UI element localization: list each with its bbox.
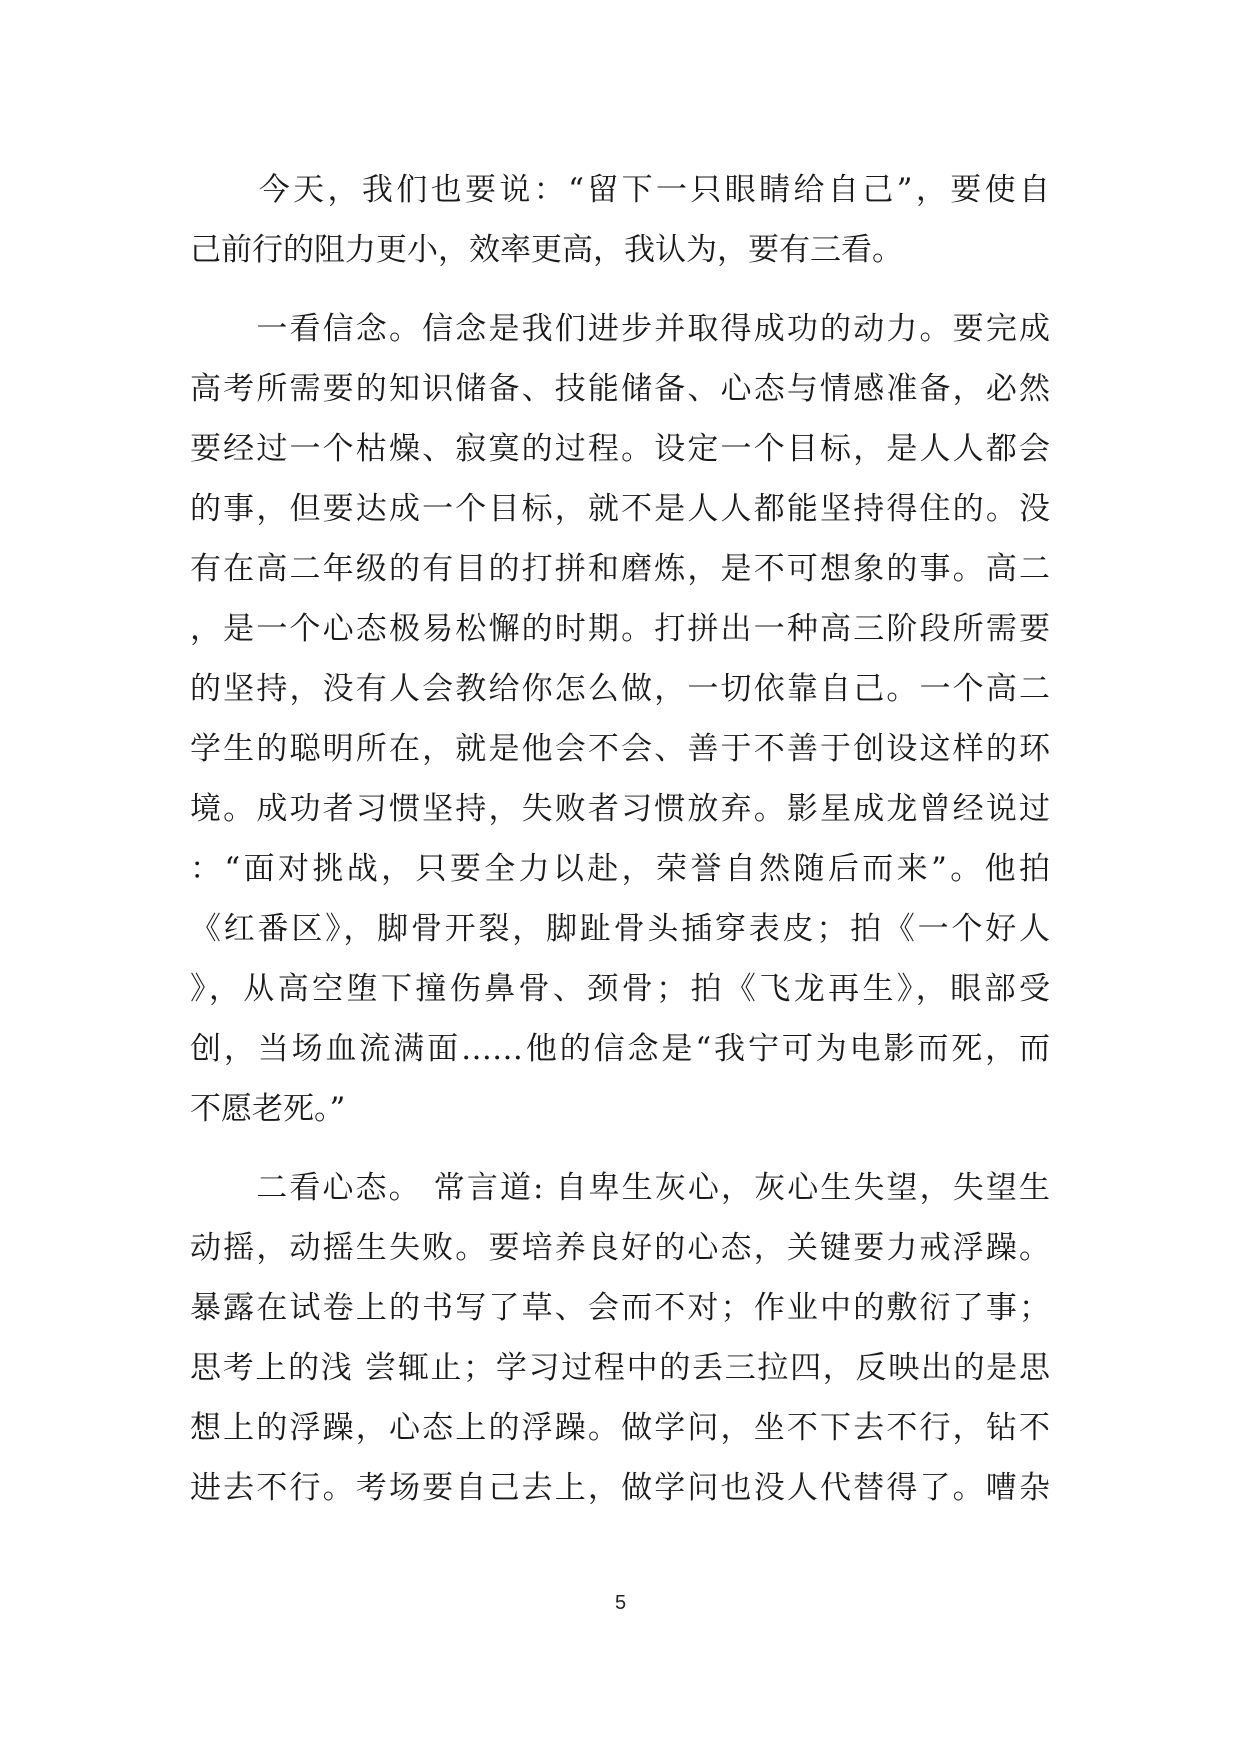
- text-line: 》，从高空堕下撞伤鼻骨、颈骨；拍《飞龙再生》，眼部受: [190, 971, 1050, 1007]
- paragraph-belief: [190, 299, 1050, 1139]
- text-line: 今天，我们也要说：“留下一只眼睛给自己”，要使自: [190, 172, 1050, 208]
- text-line: 创，当场血流满面……他的信念是“我宁可为电影而死，而: [190, 1031, 1050, 1067]
- text-line: 学生的聪明所在，就是他会不会、善于不善于创设这样的环: [190, 731, 1050, 767]
- text-line: 境。成功者习惯坚持，失败者习惯放弃。影星成龙曾经说过: [190, 791, 1050, 827]
- page-number: 5: [614, 1592, 627, 1614]
- text-line: 思考上的浅 尝辄止；学习过程中的丢三拉四，反映出的是思: [190, 1350, 1050, 1386]
- text-line: ，是一个心态极易松懈的时期。打拼出一种高三阶段所需要: [190, 611, 1050, 647]
- text-line: 暴露在试卷上的书写了草、会而不对；作业中的敷衍了事；: [190, 1290, 1050, 1326]
- text-line: 的坚持，没有人会教给你怎么做，一切依靠自己。一个高二: [190, 671, 1050, 707]
- text-line: 有在高二年级的有目的打拼和磨炼，是不可想象的事。高二: [190, 551, 1050, 587]
- body-text: [190, 160, 1050, 1518]
- text-line: 的事，但要达成一个目标，就不是人人都能坚持得住的。没: [190, 491, 1050, 527]
- text-line: 想上的浮躁，心态上的浮躁。做学问，坐不下去不行，钻不: [190, 1410, 1050, 1446]
- paragraph-three-views-intro: [190, 160, 1050, 280]
- paragraph-mindset: [190, 1158, 1050, 1518]
- text-line: 二看心态。 常言道: 自卑生灰心，灰心生失望，失望生: [190, 1170, 1050, 1206]
- text-line: 高考所需要的知识储备、技能储备、心态与情感准备，必然: [190, 371, 1050, 407]
- text-line: 一看信念。信念是我们进步并取得成功的动力。要完成: [190, 311, 1050, 347]
- text-line: 《红番区》，脚骨开裂，脚趾骨头插穿表皮；拍《一个好人: [190, 911, 1050, 947]
- text-line: 己前行的阻力更小，效率更高，我认为，要有三看。: [190, 232, 903, 268]
- text-line: 要经过一个枯燥、寂寞的过程。设定一个目标，是人人都会: [190, 431, 1050, 467]
- text-line: 不愿老死。”: [190, 1091, 346, 1127]
- text-line: 进去不行。考场要自己去上，做学问也没人代替得了。嘈杂: [190, 1470, 1050, 1506]
- text-line: ：“面对挑战，只要全力以赴，荣誉自然随后而来”。他拍: [190, 851, 1050, 887]
- text-line: 动摇，动摇生失败。要培养良好的心态，关键要力戒浮躁。: [190, 1230, 1050, 1266]
